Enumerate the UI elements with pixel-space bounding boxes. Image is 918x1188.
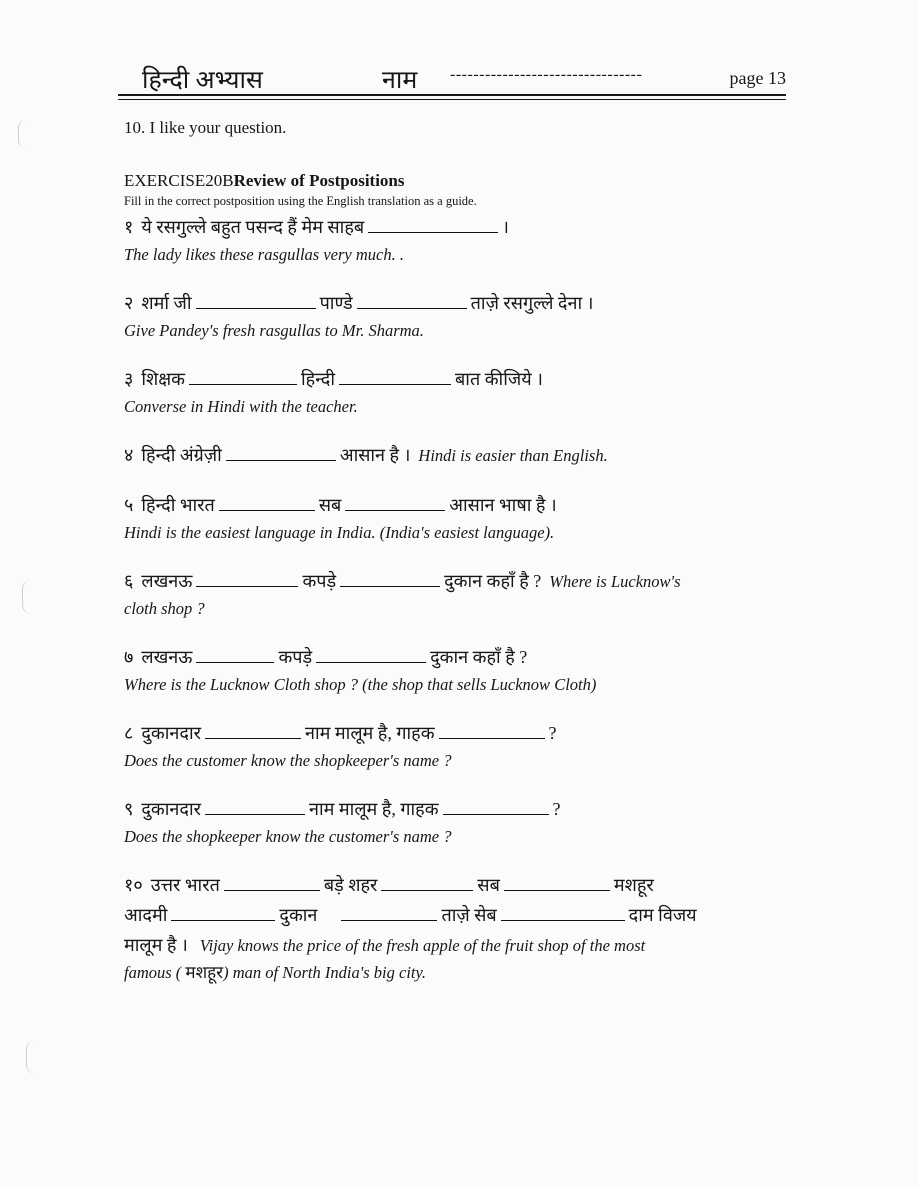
sentence-part: पाण्डे	[319, 293, 353, 313]
sentence-part: दुकानदार	[141, 723, 201, 743]
sentence-part: नाम मालूम है, गाहक	[305, 723, 435, 743]
answer-blank[interactable]	[504, 889, 610, 891]
sentence-part: ।	[502, 217, 509, 237]
english-translation: Does the shopkeeper know the customer's name ?	[124, 827, 452, 846]
item-10-translation: Vijay knows the price of the fresh apple of the fruit shop of the most	[199, 936, 646, 955]
answer-blank[interactable]	[196, 307, 316, 309]
english-translation: Does the customer know the shopkeeper's name ?	[124, 751, 452, 770]
exercise-item-10	[124, 870, 804, 986]
answer-blank[interactable]	[205, 737, 301, 739]
previous-item: 10. I like your question.	[124, 118, 287, 137]
sentence-part: ?	[548, 723, 557, 743]
hindi-sentence	[124, 490, 804, 520]
exercise-item-5	[124, 490, 804, 546]
sentence-part: बात कीजिये ।	[455, 369, 543, 389]
sentence-part: दुकान कहाँ है ?	[430, 647, 528, 667]
answer-blank[interactable]	[368, 231, 498, 233]
english-translation: cloth shop ?	[124, 599, 205, 618]
sentence-part: आसान भाषा है ।	[449, 495, 557, 515]
sentence-part: हिन्दी	[301, 369, 336, 389]
sentence-part: शिक्षक	[141, 369, 186, 389]
answer-blank[interactable]	[226, 459, 336, 461]
item-number: १	[124, 217, 134, 237]
answer-blank[interactable]	[339, 383, 451, 385]
sentence-part: आसान है ।	[339, 445, 411, 465]
exercise-item-6	[124, 566, 804, 622]
exercise-instruction: Fill in the correct postposition using the English translation as a guide.	[124, 194, 477, 208]
sentence-part: दुकान कहाँ है ?	[444, 571, 542, 591]
worksheet-title: हिन्दी अभ्यास	[142, 67, 263, 94]
answer-blank[interactable]	[341, 919, 437, 921]
sentence-part: कपड़े	[302, 571, 337, 591]
sentence-part: हिन्दी भारत	[141, 495, 215, 515]
inline-translation: Where is Lucknow's	[549, 572, 681, 591]
answer-blank[interactable]	[219, 509, 315, 511]
answer-blank[interactable]	[189, 383, 297, 385]
english-translation: The lady likes these rasgullas very much. .	[124, 245, 404, 264]
item-number: ४	[124, 445, 134, 465]
hindi-sentence	[124, 288, 804, 318]
sentence-part: ?	[552, 799, 561, 819]
exercise-code: EXERCISE20B	[124, 171, 234, 190]
exercise-item-8	[124, 718, 804, 774]
sentence-part: लखनऊ	[141, 571, 193, 591]
item-number: ६	[124, 571, 134, 591]
exercise-title: Review of Postpositions	[233, 171, 405, 190]
page-number: page 13	[729, 68, 786, 88]
exercise-items	[124, 212, 804, 850]
answer-blank[interactable]	[439, 737, 545, 739]
sentence-part: सब	[318, 495, 342, 515]
exercise-item-1	[124, 212, 804, 268]
scan-mark	[18, 120, 33, 148]
header-rule	[118, 94, 786, 96]
name-label: नाम	[382, 67, 418, 94]
hindi-sentence	[124, 364, 804, 394]
item-number: ७	[124, 647, 134, 667]
hindi-sentence	[124, 718, 804, 748]
exercise-item-2	[124, 288, 804, 344]
exercise-item-9	[124, 794, 804, 850]
sentence-part: हिन्दी अंग्रेज़ी	[141, 445, 222, 465]
sentence-part: नाम मालूम है, गाहक	[309, 799, 439, 819]
answer-blank[interactable]	[196, 661, 274, 663]
english-translation: Converse in Hindi with the teacher.	[124, 397, 358, 416]
answer-blank[interactable]	[357, 307, 467, 309]
item-10-line-4: famous ( मशहूर) man of North India's big city.	[124, 963, 427, 982]
sentence-part: ताज़े रसगुल्ले देना ।	[470, 293, 594, 313]
answer-blank[interactable]	[224, 889, 320, 891]
name-blank: ---------------------------------	[450, 66, 643, 83]
answer-blank[interactable]	[381, 889, 473, 891]
english-translation: Where is the Lucknow Cloth shop ? (the shop that sells Lucknow Cloth)	[124, 675, 597, 694]
header-rule-thin	[118, 99, 786, 100]
inline-translation: Hindi is easier than English.	[418, 446, 608, 465]
item-10-line-2: आदमी दुकान ताज़े सेब दाम विजय	[124, 905, 697, 925]
item-number: २	[124, 293, 134, 313]
sentence-part: दुकानदार	[141, 799, 201, 819]
hindi-sentence	[124, 566, 804, 596]
sentence-part: ये रसगुल्ले बहुत पसन्द हैं मेम साहब	[141, 217, 365, 237]
hindi-sentence	[124, 440, 804, 470]
sentence-part: कपड़े	[278, 647, 313, 667]
answer-blank[interactable]	[501, 919, 625, 921]
item-number: ९	[124, 799, 134, 819]
hindi-sentence	[124, 212, 804, 242]
hindi-sentence	[124, 642, 804, 672]
english-translation: Hindi is the easiest language in India. (India's easiest language).	[124, 523, 555, 542]
item-number: ८	[124, 723, 134, 743]
scan-mark	[26, 1040, 45, 1074]
exercise-heading	[124, 170, 804, 192]
answer-blank[interactable]	[316, 661, 426, 663]
exercise-item-3	[124, 364, 804, 420]
sentence-part: लखनऊ	[141, 647, 193, 667]
exercise-item-7	[124, 642, 804, 698]
hindi-sentence	[124, 794, 804, 824]
english-translation: Give Pandey's fresh rasgullas to Mr. Sharma.	[124, 321, 424, 340]
exercise-item-4	[124, 440, 804, 470]
answer-blank[interactable]	[196, 585, 298, 587]
answer-blank[interactable]	[345, 509, 445, 511]
scan-mark	[22, 580, 41, 614]
item-10-line-3: मालूम है । Vijay knows the price of the fresh apple of the fruit shop of the most	[124, 935, 646, 955]
answer-blank[interactable]	[340, 585, 440, 587]
sentence-part: शर्मा जी	[141, 293, 192, 313]
item-number: ५	[124, 495, 134, 515]
answer-blank[interactable]	[443, 813, 549, 815]
item-10-line-1: १० उत्तर भारत बड़े शहर सब मशहूर	[124, 875, 654, 895]
item-number: १०	[124, 875, 143, 895]
worksheet-body	[124, 116, 804, 1006]
answer-blank[interactable]	[171, 919, 275, 921]
answer-blank[interactable]	[205, 813, 305, 815]
item-number: ३	[124, 369, 134, 389]
